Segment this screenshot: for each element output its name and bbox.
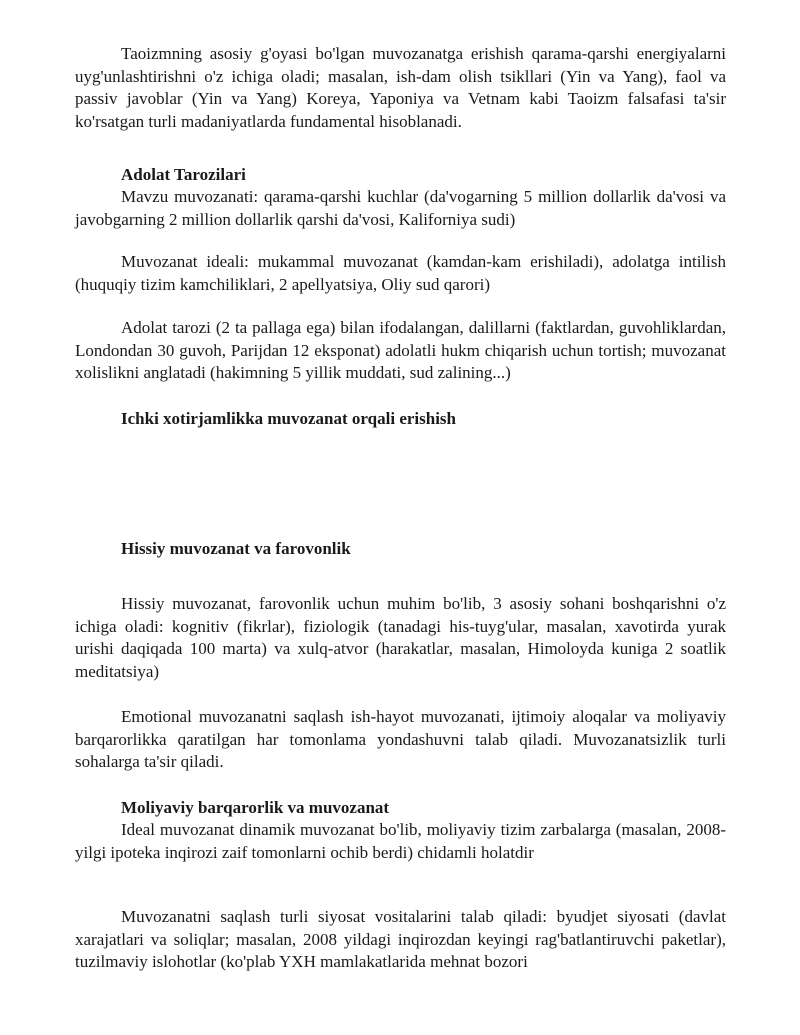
heading-financial-stability: Moliyaviy barqarorlik va muvozanat — [121, 798, 390, 817]
paragraph-subject-balance: Mavzu muvozanati: qarama-qarshi kuchlar (da'vogarning 5 million dollarlik da'vosi va javobgarning 2 million dollarlik qarshi da'vosi, Kaliforniya sudi) — [75, 187, 726, 229]
heading-inner-peace: Ichki xotirjamlikka muvozanat orqali erishish — [121, 409, 456, 428]
heading-scales-of-justice: Adolat Tarozilari — [121, 165, 246, 184]
paragraph-balance-ideal: Muvozanat ideali: mukammal muvozanat (kamdan-kam erishiladi), adolatga intilish (huquqiy tizim kamchiliklari, 2 apellyatsiya, Oliy sud qarori) — [75, 252, 726, 294]
paragraph-dynamic-equilibrium: Ideal muvozanat dinamik muvozanat bo'lib, moliyaviy tizim zarbalarga (masalan, 2008-yilgi ipoteka inqirozi zaif tomonlarni ochib berdi) chidamli holatdir — [75, 820, 726, 862]
paragraph-policy-tools: Muvozanatni saqlash turli siyosat vositalarini talab qiladi: byudjet siyosati (davlat xarajatlari va soliqlar; masalan, 2008 yildagi inqirozdan keyingi rag'batlantiruvchi paketlar), tuzilmaviy islohotlar (ko'plab YXH mamlakatlarida mehnat bozori — [75, 907, 726, 972]
paragraph-justice-scales: Adolat tarozi (2 ta pallaga ega) bilan ifodalangan, dalillarni (faktlardan, guvohliklardan, Londondan 30 guvoh, Parijdan 12 eksponat) adolatli hukm chiqarish uchun tortish; muvozanat xolislikni anglatadi (hakimning 5 yillik muddati, sud zalining...) — [75, 318, 726, 383]
paragraph-emotional-balance: Hissiy muvozanat, farovonlik uchun muhim bo'lib, 3 asosiy sohani boshqarishni o'z ichiga oladi: kognitiv (fikrlar), fiziologik (tanadagi his-tuyg'ular, masalan, xavotirda yurak urishi daqiqada 100 marta) va xulq-atvor (harakatlar, masalan, Himoloyda kuniga 2 soatlik meditatsiya) — [75, 594, 726, 682]
heading-emotional-balance: Hissiy muvozanat va farovonlik — [121, 539, 351, 558]
paragraph-taoism: Taoizmning asosiy g'oyasi bo'lgan muvozanatga erishish qarama-qarshi energiyalarni uyg'unlashtirishni o'z ichiga oladi; masalan, ish-dam olish tsikllari (Yin va Yang), faol va passiv javoblar (Yin va Yang) Koreya, Yaponiya va Vetnam kabi Taoizm falsafasi ta'sir ko'rsatgan turli madaniyatlarda fundamental hisoblanadi. — [75, 44, 726, 132]
paragraph-work-life-balance: Emotional muvozanatni saqlash ish-hayot muvozanati, ijtimoiy aloqalar va moliyaviy barqarorlikka qaratilgan har tomonlama yondashuvni talab qiladi. Muvozanatsizlik turli sohalarga ta'sir qiladi. — [75, 707, 726, 772]
